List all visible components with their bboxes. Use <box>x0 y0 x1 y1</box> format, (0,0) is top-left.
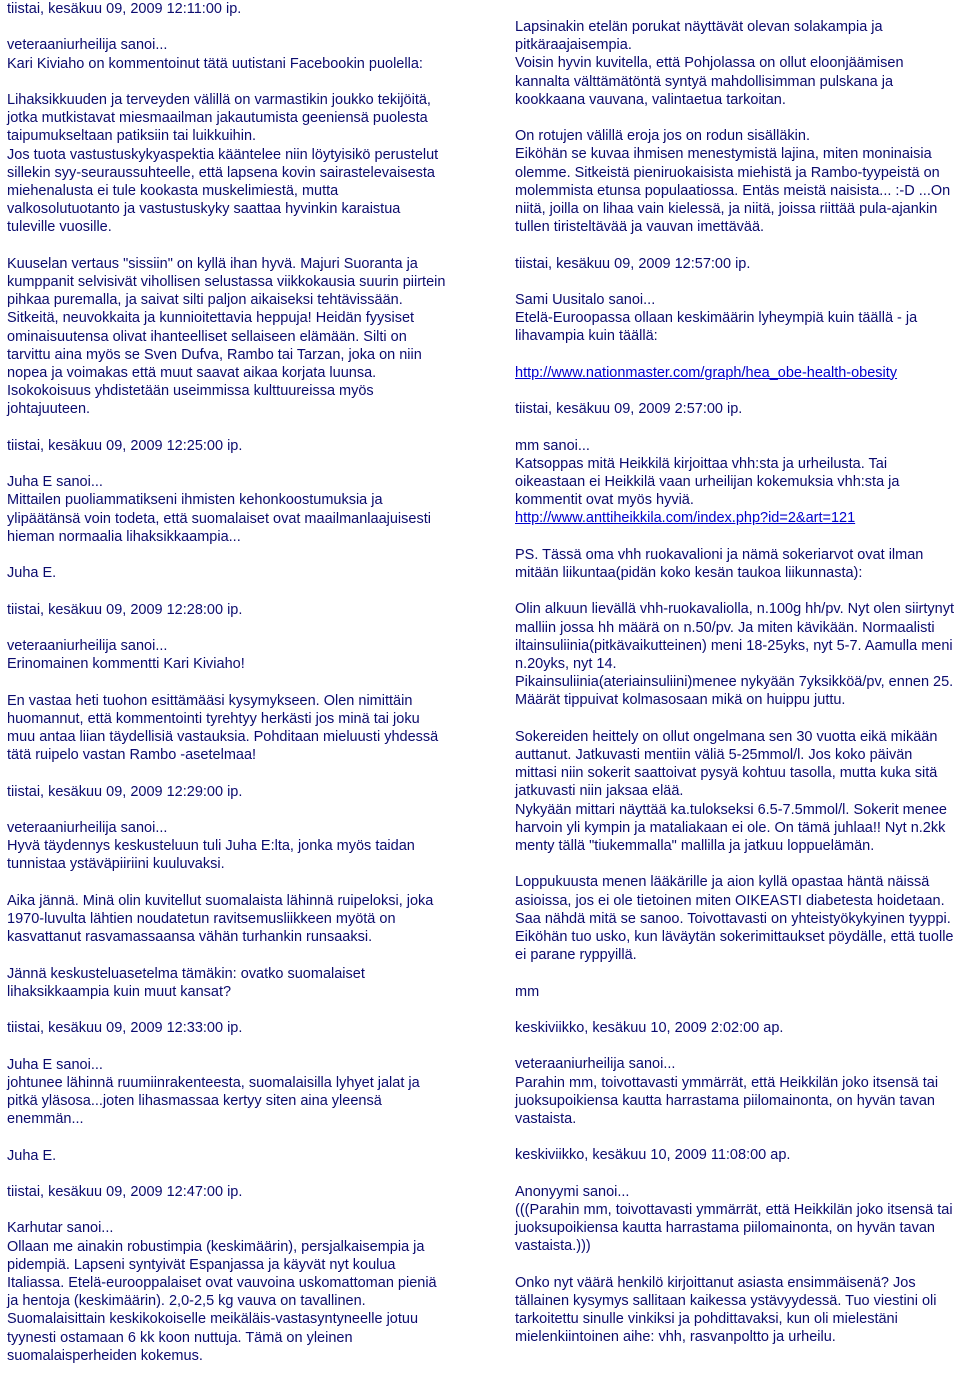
comment-author: veteraaniurheilija sanoi... <box>7 37 168 54</box>
comment-timestamp: tiistai, kesäkuu 09, 2009 12:11:00 ip. <box>7 1 242 17</box>
comment-signature: Juha E. <box>7 1147 57 1164</box>
comment-text: Parahin mm, toivottavasti ymmärrät, että Heikkilän joko itsensä tai juoksupoikiensa kautta harrastama piilomainonta, on hyvän tavan vastaista. <box>515 1074 939 1127</box>
comment-timestamp: tiistai, kesäkuu 09, 2009 12:33:00 ip. <box>7 1020 243 1037</box>
comment-signature: mm <box>515 983 540 1000</box>
comment-text: Aika jännä. Minä olin kuvitellut suomalaista lähinnä ruipeloksi, joka 1970-luvulta lähtien noudatetun ravitsemusliikkeen myötä on kasvattanut rasvamassaansa vähän turhankin runsaaksi. <box>7 892 434 946</box>
comment-text: Hyvä täydennys keskusteluun tuli Juha E:lta, jonka myös taidan tunnistaa ystäväpiiriini kuuluvaksi. <box>7 838 415 873</box>
comment-text: Lihaksikkuuden ja terveyden välillä on varmastikin joukko tekijöitä, jotka mutkistavat miesmaailman jakautumista geeniensä puolesta taipumukseltaan patiksiin tai luikkuihin. <box>7 91 431 145</box>
comment-timestamp: tiistai, kesäkuu 09, 2009 2:57:00 ip. <box>515 401 743 418</box>
anttiheikkila-link[interactable]: http://www.anttiheikkila.com/index.php?id=2&art=121 <box>515 510 856 527</box>
comment-text: Ollaan me ainakin robustimpia (keskimäärin), persjalkaisempia ja pidempiä. Lapseni syntyivät Espanjassa ja käyvät nyt koulua Italiassa. Etelä-eurooppalaiset ovat vauvoina uskomattoman pieniä ja hentoja (keskimäärin). 2,0-2,5 kg vauva on tavallinen. Suomalaisittain keskikokoiselle meikäläis-vastasyntyneelle jotuu tyynesti ostamaan 6 kk koon nuttuja. Tämä on yleinen suomalaisperheiden kokemus. <box>7 1238 437 1364</box>
comment-timestamp: tiistai, kesäkuu 09, 2009 12:25:00 ip. <box>7 437 243 454</box>
comment-timestamp: tiistai, kesäkuu 09, 2009 12:28:00 ip. <box>7 601 243 618</box>
comment-link-paragraph <box>515 509 955 527</box>
comment-text: Mittailen puoliammatikseni ihmisten kehonkoostumuksia ja ylipäätänsä voin todeta, että suomalaiset ovat maailmanlaajuisesti hieman normaalia lihaksikkaampia... <box>7 492 431 545</box>
comment-author: veteraaniurheilija sanoi... <box>7 819 168 836</box>
comment-author: veteraaniurheilija sanoi... <box>515 1056 676 1073</box>
right-column <box>515 0 955 1365</box>
comment-text: Jos tuota vastustuskykyaspektia kääntelee niin löytyisikö perustelut sillekin syy-seuraussuhteelle, että lapsena kovin sairastelevaisesta miehenalusta ei tule kookasta muskelimiestä, mutta valkosolutuotanto ja vastustuskyky saattaa hyvinkin karaistua tuleville vuosille. <box>7 146 439 236</box>
comment-text: Kuuselan vertaus "sissiin" on kyllä ihan hyvä. Majuri Suoranta ja kumppanit selvisivät vihollisen selustassa viikkokausia suurin piirtein pihkaa puremalla, ja saivat silti paljon aikaiseksi tehtävissään. Sitkeitä, neuvokkaita ja kunnioitettavia heppuja! Heidän fyysiset ominaisuutensa olivat ihanteelliset sellaiseen elämään. Silti on tarvittu aina myös se Sven Dufva, Rambo tai Tarzan, joka on niin nopea ja voimakas että muut saavat aikaa korjata luunsa. Isokokoisuus yhdistetään useimmissa kulttuureissa myös johtajuuteen. <box>7 255 446 418</box>
left-column <box>7 0 449 1365</box>
comment-author: Juha E sanoi... <box>7 1056 103 1073</box>
comment-text: Olin alkuun lievällä vhh-ruokavaliolla, n.100g hh/pv. Nyt olen siirtynyt malliin jossa hh määrä on n.50/pv. Ja miten kävikään. Normaalisti iltainsuliinia(pitkävaikutteinen) meni 18-25yks, nyt 5-7. Aamulla meni n.20yks, nyt 14. Pikainsuliinia(ateriainsuliini)menee nykyään 7yksikköä/pv, ennen 25. Määrät tippuivat kolmasosaan mikä on huippu juttu. <box>515 601 954 709</box>
comment-text: Jännä keskusteluasetelma tämäkin: ovatko suomalaiset lihaksikkaampia kuin muut kansat? <box>7 965 365 1000</box>
comment-author: Karhutar sanoi... <box>7 1220 114 1237</box>
comment-text: Etelä-Euroopassa ollaan keskimäärin lyheympiä kuin täällä - ja lihavampia kuin täällä: <box>515 310 918 345</box>
comment-author: Anonyymi sanoi... <box>515 1183 630 1200</box>
comment-text: Erinomainen kommentti Kari Kiviaho! <box>7 656 245 673</box>
comment-text: Sokereiden heittely on ollut ongelmana sen 30 vuotta eikä mikään auttanut. Jatkuvasti mentiin väliä 5-25mmol/l. Jos koko päivän mittasi niin sokerit saattoivat pysyä kohtuu tasolla, mutta kuka sitä jatkuvasti niin jaksaa elää. Nykyään mittari näyttää ka.tulokseksi 6.5-7.5mmol/l. Sokerit menee harvoin yli kympin ja mataliakaan ei ole. On tämä juhlaa!! Nyt n.2kk menty tällä "tiukemmalla" mallilla ja jatkuu loppuelämän. <box>515 728 947 854</box>
comment-author: Juha E sanoi... <box>7 474 103 491</box>
comment-timestamp: tiistai, kesäkuu 09, 2009 12:57:00 ip. <box>515 255 751 272</box>
comment-timestamp: keskiviikko, kesäkuu 10, 2009 2:02:00 ap. <box>515 1019 784 1036</box>
comment-text: Katsoppas mitä Heikkilä kirjoittaa vhh:sta ja urheilusta. Tai oikeastaan ei Heikkilä vaan urheilijan kokemuksia vhh:sta ja kommentit ovat myös hyviä. <box>515 455 900 509</box>
comment-author: mm sanoi... <box>515 437 590 454</box>
comment-author: veteraaniurheilija sanoi... <box>7 637 168 654</box>
comment-author: Sami Uusitalo sanoi... <box>515 292 656 308</box>
comment-text: Loppukuusta menen lääkärille ja aion kyllä opastaa häntä näissä asioissa, jos ei ole tietoinen miten OIKEASTI diabetesta hoidetaan. Saa nähdä mitä se sanoo. Toivottavasti on yhteistyökykyinen tyyppi. Eiköhän tuo usko, kun läväytän sokerimittaukset pöydälle, että tuolle ei parane ryppyillä. <box>515 874 954 964</box>
comment-signature: Juha E. <box>7 565 57 582</box>
comment-text: (((Parahin mm, toivottavasti ymmärrät, että Heikkilän joko itsensä tai juoksupoikiensa kautta harrastama piilomainonta, on hyvän tavan vastaista.))) <box>515 1201 953 1255</box>
comment-link-paragraph <box>515 364 955 382</box>
comment-text: On rotujen välillä eroja jos on rodun sisälläkin. Eiköhän se kuvaa ihmisen menestymistä lajina, miten moninaisia olemme. Sitkeistä pieniruokaisista miehistä ja Rambo-tyypeistä on molemmista etunsa populaatiossa. Entäs meistä naisista... :-D ...On niitä, joilla on lihaa vain kielessä, ja niitä, joissa riittää pula-ajankin tullen tiristeltävää ja vauvan imettävää. <box>515 128 951 236</box>
nationmaster-link[interactable]: http://www.nationmaster.com/graph/hea_obe-health-obesity <box>515 364 898 381</box>
comment-text: Kari Kiviaho on kommentoinut tätä uutistani Facebookin puolella: <box>7 55 423 72</box>
comment-timestamp: tiistai, kesäkuu 09, 2009 12:29:00 ip. <box>7 783 243 800</box>
comment-text: PS. Tässä oma vhh ruokavalioni ja nämä sokeriarvot ovat ilman mitään liikuntaa(pidän koko kesän taukoa liikunnasta): <box>515 546 924 581</box>
comment-timestamp: keskiviikko, kesäkuu 10, 2009 11:08:00 ap. <box>515 1147 791 1164</box>
comment-text: Lapsinakin etelän porukat näyttävät olevan solakampia ja pitkäraajaisempia. Voisin hyvin kuvitella, että Pohjolassa on ollut eloonjäämisen kannalta välttämätöntä syntyä mahdollisimman pulskana ja kookkaana vauvana, valintaetua tarkoitan. <box>515 19 904 108</box>
comment-text: Onko nyt väärä henkilö kirjoittanut asiasta ensimmäisenä? Jos tällainen kysymys sallitaan kaikessa ystävyydessä. Tuo viestini oli tarkoitettu sinulle vinkiksi ja pohdittavaksi, kun oli mielestäni mielenkiintoinen aihe: vhh, rasvanpoltto ja urheilu. <box>515 1274 937 1346</box>
comment-timestamp: tiistai, kesäkuu 09, 2009 12:47:00 ip. <box>7 1183 243 1200</box>
comment-text: johtunee lähinnä ruumiinrakenteesta, suomalaisilla lyhyet jalat ja pitkä yläsosa...joten lihasmassaa kertyy siten aina yleensä enemmän... <box>7 1074 420 1128</box>
comment-text: En vastaa heti tuohon esittämääsi kysymykseen. Olen nimittäin huomannut, että kommentointi tyrehtyy herkästi jos minä tai joku muu antaa liian täydellisiä vastauksia. Pohditaan mieluusti yhdessä tätä ruipelo vastan Rambo -asetelmaa! <box>7 692 439 764</box>
